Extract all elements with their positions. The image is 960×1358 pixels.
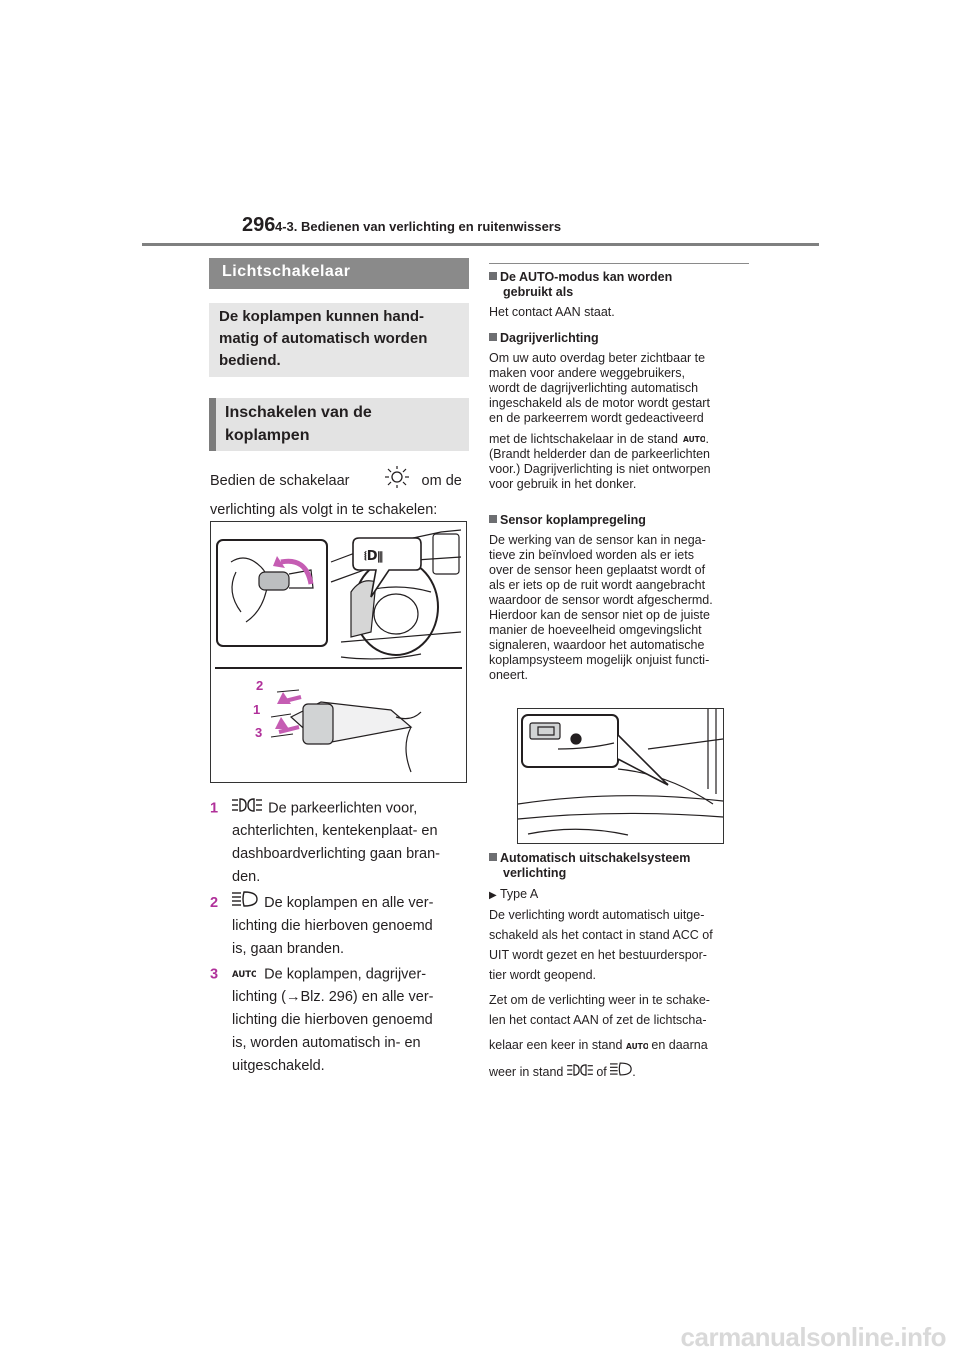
auto-mode-section <box>489 270 754 320</box>
section-text: als er iets op de ruit wordt aangebracht <box>489 578 706 592</box>
parking-lights-icon <box>567 1062 593 1082</box>
item-text: lichting die hierboven genoemd <box>232 1012 433 1029</box>
item-number: 2 <box>210 894 219 911</box>
instruction-text: Bedien de schakelaar <box>210 472 350 489</box>
section-text: voor.) Dagrijverlichting is niet ontworpen <box>489 462 711 477</box>
section-heading: Sensor koplampregeling <box>500 513 646 527</box>
main-heading: Lichtschakelaar <box>209 258 469 289</box>
section-text: of <box>596 1064 607 1079</box>
instruction-text: om de <box>421 472 462 489</box>
headlights-icon <box>610 1062 632 1082</box>
item-text: uitgeschakeld. <box>232 1058 325 1075</box>
section-text: tieve zin beïnvloed worden als er iets <box>489 548 694 562</box>
section-text: Om uw auto overdag beter zichtbaar te <box>489 351 706 365</box>
light-switch-illustration <box>211 522 466 782</box>
item-text: achterlichten, kentekenplaat- en <box>232 823 438 840</box>
section-text: . <box>632 1064 636 1079</box>
item-text: lichting ( <box>232 989 286 1006</box>
item-text: De koplampen en alle ver- <box>264 894 434 911</box>
light-switch-figure <box>210 521 467 783</box>
section-title: 4-3. Bedienen van verlichting en ruitenwissers <box>275 219 562 234</box>
section-text: over de sensor heen geplaatst wordt of <box>489 563 706 577</box>
svg-text:AUTO: AUTO <box>232 970 257 978</box>
auto-icon <box>626 1036 648 1056</box>
section-text: signaleren, waardoor het automatische <box>489 638 705 652</box>
section-text: weer in stand <box>489 1064 564 1079</box>
intro-box <box>209 303 469 377</box>
section-text: manier de hoeveelheid omgevingslicht <box>489 623 702 637</box>
headlights-icon <box>232 891 258 915</box>
page-reference-link[interactable]: Blz. 296) en alle ver- <box>300 989 434 1006</box>
list-item <box>210 963 475 1078</box>
section-text: en de parkeerrem wordt gedeactiveerd <box>489 411 704 425</box>
item-number: 1 <box>210 800 219 817</box>
watermark-text: carmanualsonline.info <box>680 1322 946 1352</box>
section-text: oneert. <box>489 668 528 682</box>
section-text: kelaar een keer in stand <box>489 1038 623 1052</box>
instruction-paragraph <box>210 466 472 522</box>
instruction-line2: verlichting als volgt in te schakelen: <box>210 502 438 518</box>
item-text: dashboardverlichting gaan bran- <box>232 846 440 863</box>
sensor-section <box>489 513 754 683</box>
section-text: Hierdoor kan de sensor niet op de juiste <box>489 608 710 622</box>
page-number: 296 <box>242 214 276 236</box>
header-divider <box>142 243 819 246</box>
sub-heading-line: koplampen <box>225 427 310 444</box>
section-text: (Brandt helderder dan de parkeerlichten <box>489 447 710 462</box>
section-text: ingeschakeld als de motor wordt gestart <box>489 396 710 410</box>
auto-icon <box>683 432 705 447</box>
sub-heading <box>209 398 469 451</box>
figure-label: 3 <box>255 725 263 740</box>
svg-text:AUTO: AUTO <box>625 1041 648 1050</box>
light-switch-icon <box>382 466 412 496</box>
section-text: UIT wordt gezet en het bestuurderspor- <box>489 948 707 962</box>
figure-label: 1 <box>253 702 261 717</box>
item-text: lichting die hierboven genoemd <box>232 918 433 934</box>
section-heading: Automatisch uitschakelsysteem <box>500 851 691 865</box>
square-bullet-icon <box>489 272 497 280</box>
section-text: voor gebruik in het donker. <box>489 477 637 492</box>
section-heading: verlichting <box>503 866 567 880</box>
item-text: is, worden automatisch in- en <box>232 1035 421 1052</box>
section-text: en daarna <box>651 1038 708 1052</box>
section-text: . <box>705 432 709 446</box>
section-heading: Dagrijverlichting <box>500 331 599 345</box>
item-text: den. <box>232 869 261 886</box>
section-text: len het contact AAN of zet de lichtscha- <box>489 1013 707 1027</box>
section-text: schakeld als het contact in stand ACC of <box>489 928 713 942</box>
section-heading: gebruikt als <box>503 285 574 299</box>
parking-lights-icon <box>232 797 262 820</box>
section-text: waardoor de sensor wordt afgeschermd. <box>489 593 713 607</box>
square-bullet-icon <box>489 515 497 523</box>
auto-off-section <box>489 851 754 1082</box>
sensor-figure <box>517 708 724 844</box>
square-bullet-icon <box>489 853 497 861</box>
figure-label: 2 <box>256 678 264 693</box>
svg-text:AUTO: AUTO <box>683 435 706 444</box>
item-text: De parkeerlichten voor, <box>268 800 418 817</box>
section-text: maken voor andere weggebruikers, <box>489 366 685 380</box>
sensor-illustration <box>518 709 723 843</box>
section-heading: De AUTO-modus kan worden <box>500 270 673 284</box>
svg-text:⧙D⦀: ⧙D⦀ <box>364 549 383 564</box>
intro-line: De koplampen kunnen hand- <box>219 308 425 325</box>
intro-line: bediend. <box>219 352 281 369</box>
section-text: Het contact AAN staat. <box>489 305 615 319</box>
item-text: is, gaan branden. <box>232 941 345 957</box>
item-text: De koplampen, dagrijver- <box>264 966 427 983</box>
section-text: met de lichtschakelaar in de stand <box>489 432 678 446</box>
auto-icon <box>232 963 256 986</box>
section-text: tier wordt geopend. <box>489 968 597 982</box>
square-bullet-icon <box>489 333 497 341</box>
intro-line: matig of automatisch worden <box>219 330 428 347</box>
section-text: wordt de dagrijverlichting automatisch <box>489 381 699 395</box>
item-number: 3 <box>210 966 219 983</box>
watermark <box>0 1318 960 1358</box>
triangle-bullet-icon: ▶ <box>489 890 497 901</box>
sub-heading-line: Inschakelen van de <box>225 404 372 421</box>
list-item <box>210 797 475 889</box>
section-text: koplampsysteem mogelijk onjuist functi- <box>489 653 710 667</box>
arrow-icon: → <box>286 989 301 1006</box>
right-column-divider <box>489 263 749 264</box>
section-text: De verlichting wordt automatisch uitge- <box>489 908 705 922</box>
section-text: Zet om de verlichting weer in te schake- <box>489 993 710 1007</box>
drl-section <box>489 331 754 492</box>
list-item <box>210 891 475 961</box>
type-label: Type A <box>499 887 539 901</box>
section-text: De werking van de sensor kan in nega- <box>489 533 706 547</box>
